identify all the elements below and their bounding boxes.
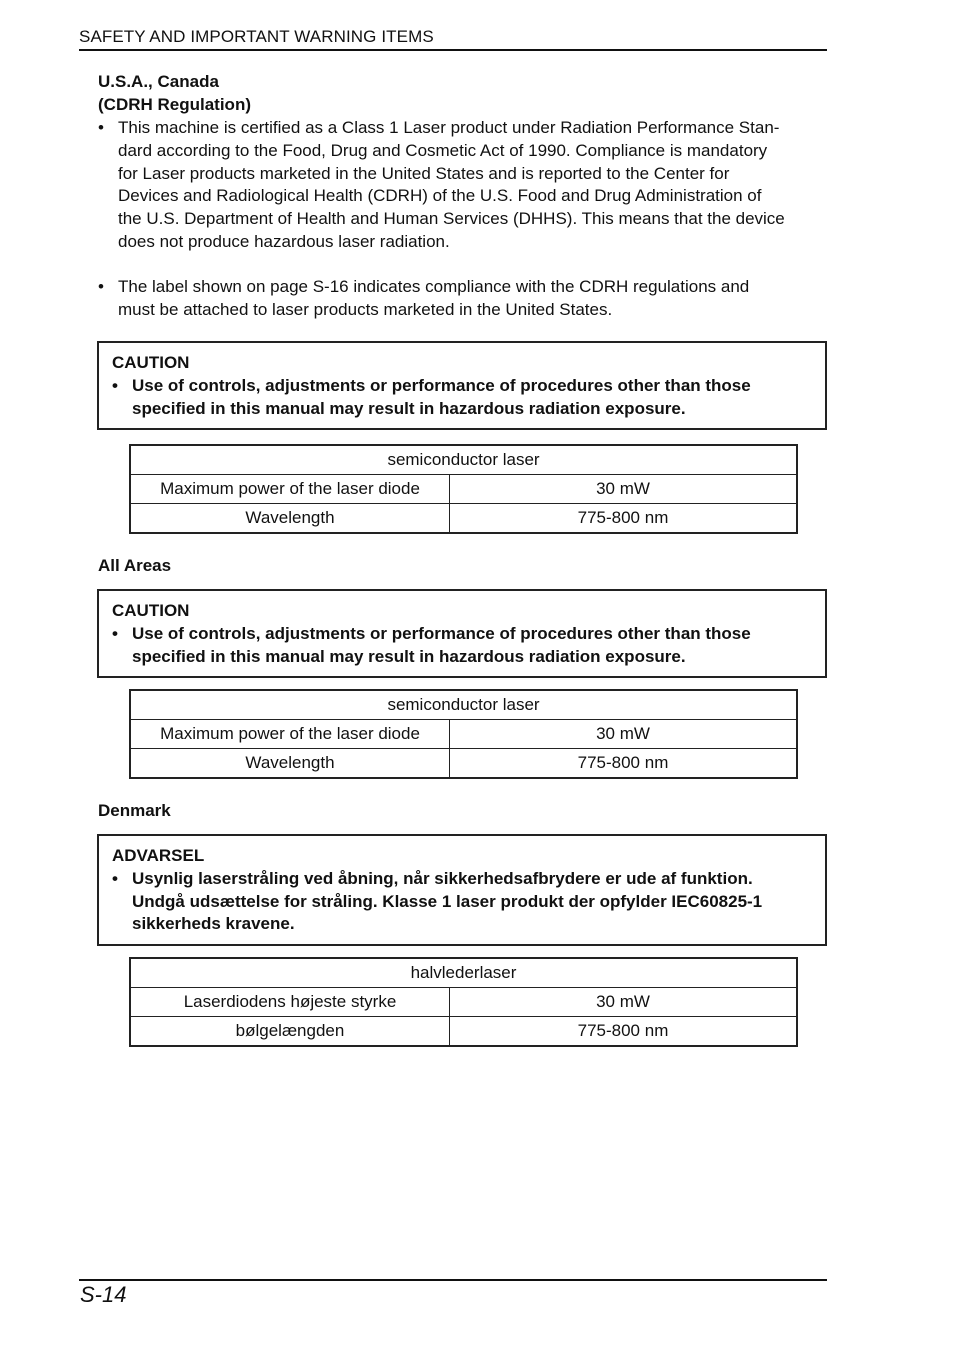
table-cell-value: 775-800 nm [450, 749, 798, 779]
table-row [130, 475, 797, 504]
table-cell-label: Laserdiodens højeste styrke [130, 988, 450, 1017]
table-header-cell: semiconductor laser [130, 445, 797, 475]
running-header: SAFETY AND IMPORTANT WARNING ITEMS [79, 27, 434, 46]
page-number: S-14 [80, 1282, 127, 1307]
caution-box-usa [97, 341, 827, 430]
paragraph-line: does not produce hazardous laser radiation. [118, 231, 450, 251]
section-subheading-cdrh: (CDRH Regulation) [98, 95, 251, 114]
table-row [130, 690, 797, 720]
usa-bullet-2 [98, 276, 838, 322]
caution-line: Use of controls, adjustments or performance of procedures other than those [132, 623, 751, 643]
table-cell-value: 775-800 nm [450, 504, 798, 534]
table-row [130, 958, 797, 988]
bullet-icon: • [112, 375, 118, 395]
table-cell-value: 30 mW [450, 720, 798, 749]
header-rule [79, 49, 827, 51]
paragraph-line: Devices and Radiological Health (CDRH) of the U.S. Food and Drug Administration of [118, 186, 762, 206]
caution-line: Use of controls, adjustments or performance of procedures other than those [132, 375, 751, 395]
caution-line: specified in this manual may result in hazardous radiation exposure. [132, 398, 686, 418]
laser-spec-table-usa [129, 444, 798, 534]
paragraph-line: the U.S. Department of Health and Human Services (DHHS). This means that the device [118, 209, 785, 229]
caution-title: ADVARSEL [112, 846, 205, 865]
table-row [130, 445, 797, 475]
table-cell-value: 775-800 nm [450, 1017, 798, 1047]
laser-spec-table-all-areas [129, 689, 798, 779]
table-cell-label: Wavelength [130, 504, 450, 534]
paragraph-line: This machine is certified as a Class 1 Laser product under Radiation Performance Stan- [118, 118, 780, 137]
caution-title: CAUTION [112, 601, 190, 620]
usa-bullet-1 [98, 117, 838, 254]
caution-box-all-areas [97, 589, 827, 678]
caution-line: Undgå udsættelse for stråling. Klasse 1 laser produkt der opfylder IEC60825-1 [132, 891, 763, 911]
section-heading-usa: U.S.A., Canada [98, 72, 219, 91]
bullet-icon: • [112, 868, 118, 888]
laser-spec-table-denmark [129, 957, 798, 1047]
table-header-cell: semiconductor laser [130, 690, 797, 720]
footer-rule [79, 1279, 827, 1281]
table-row [130, 749, 797, 779]
table-cell-value: 30 mW [450, 475, 798, 504]
caution-line: sikkerheds kravene. [132, 914, 295, 934]
table-header-cell: halvlederlaser [130, 958, 797, 988]
paragraph-line: must be attached to laser products marketed in the United States. [118, 299, 613, 319]
paragraph-line: The label shown on page S-16 indicates compliance with the CDRH regulations and [118, 277, 750, 296]
paragraph-line: dard according to the Food, Drug and Cosmetic Act of 1990. Compliance is mandatory [118, 140, 768, 160]
table-row [130, 720, 797, 749]
table-cell-label: Maximum power of the laser diode [130, 475, 450, 504]
table-cell-label: Maximum power of the laser diode [130, 720, 450, 749]
paragraph-line: for Laser products marketed in the United States and is reported to the Center for [118, 163, 730, 183]
caution-line: Usynlig laserstråling ved åbning, når sikkerhedsafbrydere er ude af funktion. [132, 868, 753, 888]
table-cell-value: 30 mW [450, 988, 798, 1017]
caution-line: specified in this manual may result in hazardous radiation exposure. [132, 646, 686, 666]
section-heading-all-areas: All Areas [98, 556, 172, 575]
bullet-icon: • [98, 277, 104, 296]
table-cell-label: Wavelength [130, 749, 450, 779]
table-row [130, 1017, 797, 1047]
section-heading-denmark: Denmark [98, 801, 171, 820]
table-row [130, 988, 797, 1017]
caution-box-denmark [97, 834, 827, 946]
bullet-icon: • [112, 623, 118, 643]
table-row [130, 504, 797, 534]
bullet-icon: • [98, 118, 104, 137]
caution-title: CAUTION [112, 353, 190, 372]
table-cell-label: bølgelængden [130, 1017, 450, 1047]
